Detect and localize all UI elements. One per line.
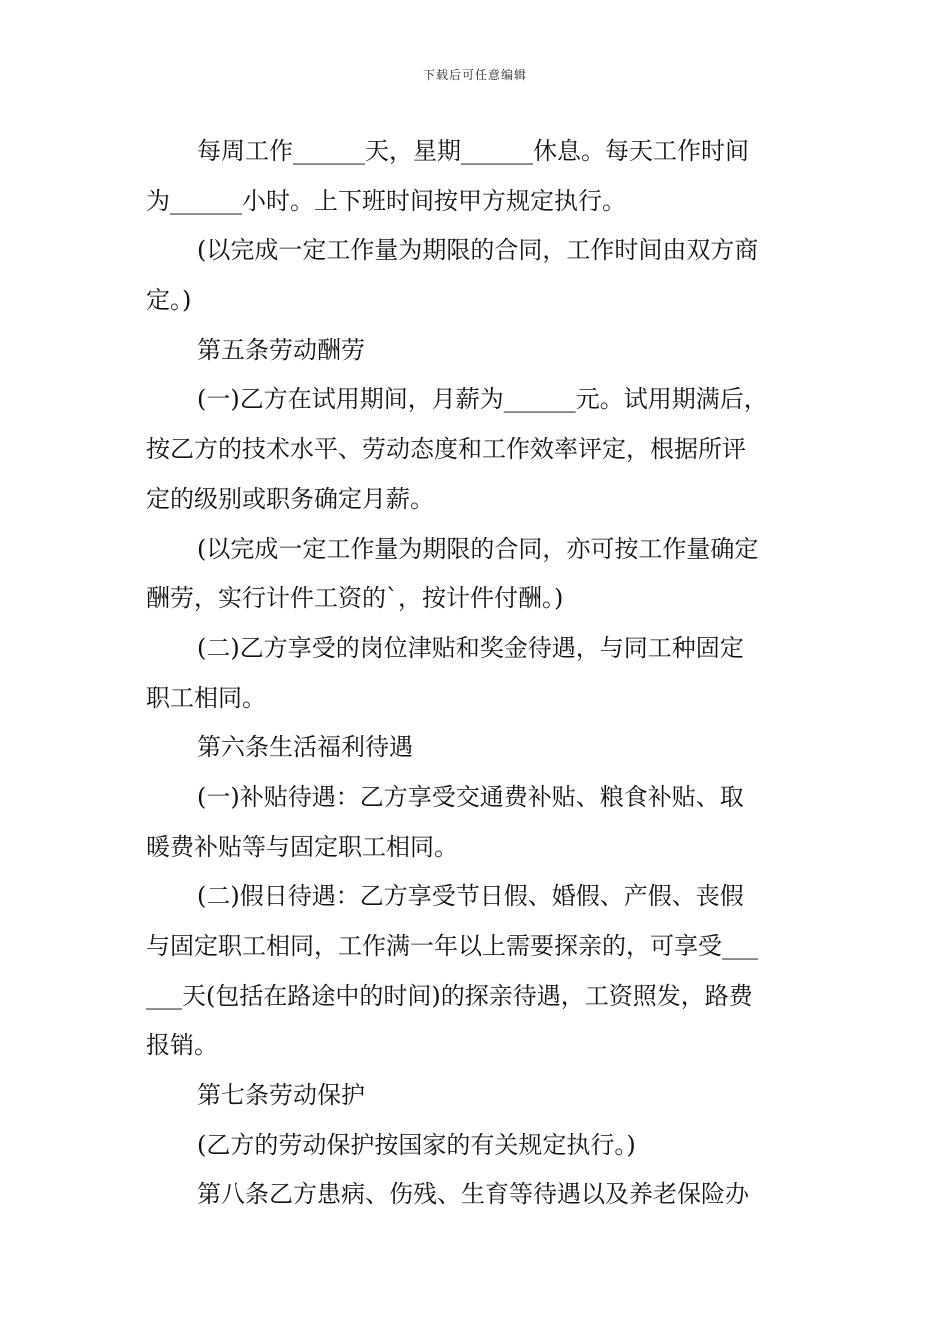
text-line: 暖费补贴等与固定职工相同。: [146, 832, 458, 861]
document-body: [146, 127, 810, 1220]
header-note: 下载后可任意编辑: [422, 68, 527, 82]
text-line: 每周工作______天，星期______休息。每天工作时间: [197, 137, 749, 165]
text-line: 按乙方的技术水平、劳动态度和工作效率评定，根据所评: [146, 435, 746, 464]
text-line: (乙方的劳动保护按国家的有关规定执行。): [197, 1130, 636, 1159]
text-line: 定。): [146, 286, 192, 315]
text-line: (一)乙方在试用期间，月薪为______元。试用期满后，: [197, 385, 768, 414]
text-line: 报销。: [146, 1031, 218, 1060]
text-line: 为______小时。上下班时间按甲方规定执行。: [146, 186, 626, 215]
text-line: 定的级别或职务确定月薪。: [146, 484, 434, 513]
text-line: (以完成一定工作量为期限的合同，工作时间由双方商: [197, 236, 759, 265]
text-line: 酬劳，实行计件工资的`，按计件付酬。): [146, 584, 564, 613]
text-line: (二)假日待遇：乙方享受节日假、婚假、产假、丧假: [197, 882, 744, 911]
text-line: (以完成一定工作量为期限的合同，亦可按工作量确定: [197, 534, 759, 563]
text-line: ___天(包括在路途中的时间)的探亲待遇，工资照发，路费: [146, 981, 753, 1010]
section-heading: 第五条劳动酬劳: [197, 335, 365, 364]
text-line: (一)补贴待遇：乙方享受交通费补贴、粮食补贴、取: [197, 782, 744, 811]
text-line: 与固定职工相同，工作满一年以上需要探亲的，可享受___: [146, 932, 758, 960]
section-heading: 第六条生活福利待遇: [197, 733, 413, 762]
text-line: 职工相同。: [146, 683, 266, 712]
text-line: (二)乙方享受的岗位津贴和奖金待遇，与同工种固定: [197, 633, 744, 662]
section-heading: 第八条乙方患病、伤残、生育等待遇以及养老保险办: [197, 1180, 749, 1209]
section-heading: 第七条劳动保护: [197, 1081, 365, 1110]
